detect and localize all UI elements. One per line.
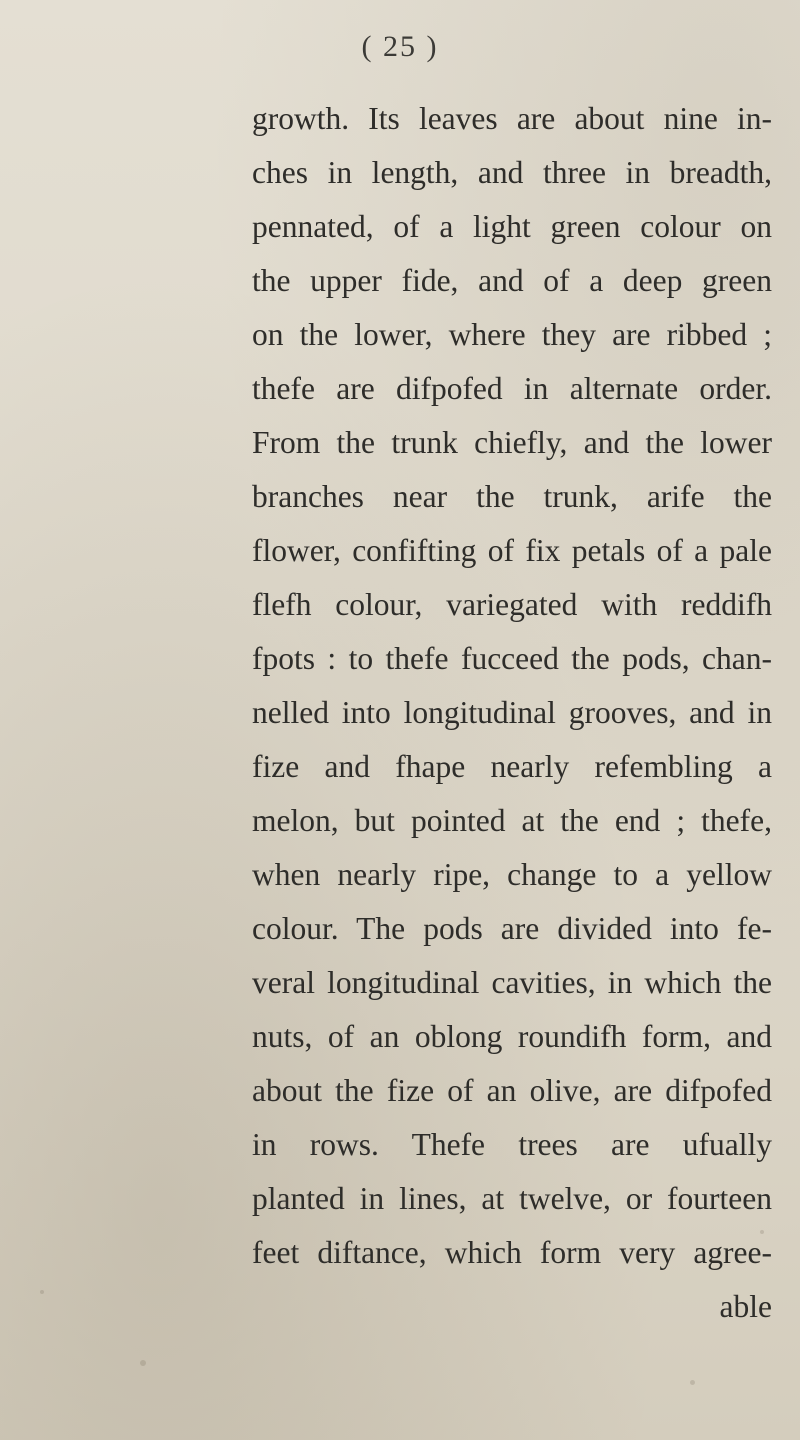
body-text bbox=[252, 92, 772, 1334]
text-line: flefh colour, variegated with reddifh bbox=[252, 587, 772, 622]
text-line: the upper fide, and of a deep green bbox=[252, 263, 772, 298]
text-line: growth. Its leaves are about nine in- bbox=[252, 101, 772, 136]
text-line: From the trunk chiefly, and the lower bbox=[252, 425, 772, 460]
text-line: ches in length, and three in breadth, bbox=[252, 155, 772, 190]
text-line: in rows. Thefe trees are ufually bbox=[252, 1127, 772, 1162]
catchword: able bbox=[719, 1289, 772, 1324]
text-line: colour. The pods are divided into fe- bbox=[252, 911, 772, 946]
text-line: branches near the trunk, arife the bbox=[252, 479, 772, 514]
text-line: melon, but pointed at the end ; thefe, bbox=[252, 803, 772, 838]
text-line: flower, confifting of fix petals of a pale bbox=[252, 533, 772, 568]
text-line: nuts, of an oblong roundifh form, and bbox=[252, 1019, 772, 1054]
text-line: when nearly ripe, change to a yellow bbox=[252, 857, 772, 892]
foxing-spot bbox=[40, 1290, 44, 1294]
page-number: ( 25 ) bbox=[361, 30, 439, 63]
foxing-spot bbox=[140, 1360, 146, 1366]
text-line: nelled into longitudinal grooves, and in bbox=[252, 695, 772, 730]
text-line: about the fize of an olive, are difpofed bbox=[252, 1073, 772, 1108]
text-line: feet diftance, which form very agree- bbox=[252, 1235, 772, 1270]
text-line: fpots : to thefe fucceed the pods, chan- bbox=[252, 641, 772, 676]
text-line: thefe are difpofed in alternate order. bbox=[252, 371, 772, 406]
text-line: on the lower, where they are ribbed ; bbox=[252, 317, 772, 352]
text-line: fize and fhape nearly refembling a bbox=[252, 749, 772, 784]
foxing-spot bbox=[690, 1380, 695, 1385]
foxing-spot bbox=[760, 1230, 764, 1234]
text-line: planted in lines, at twelve, or fourteen bbox=[252, 1181, 772, 1216]
text-line: veral longitudinal cavities, in which the bbox=[252, 965, 772, 1000]
text-line: pennated, of a light green colour on bbox=[252, 209, 772, 244]
